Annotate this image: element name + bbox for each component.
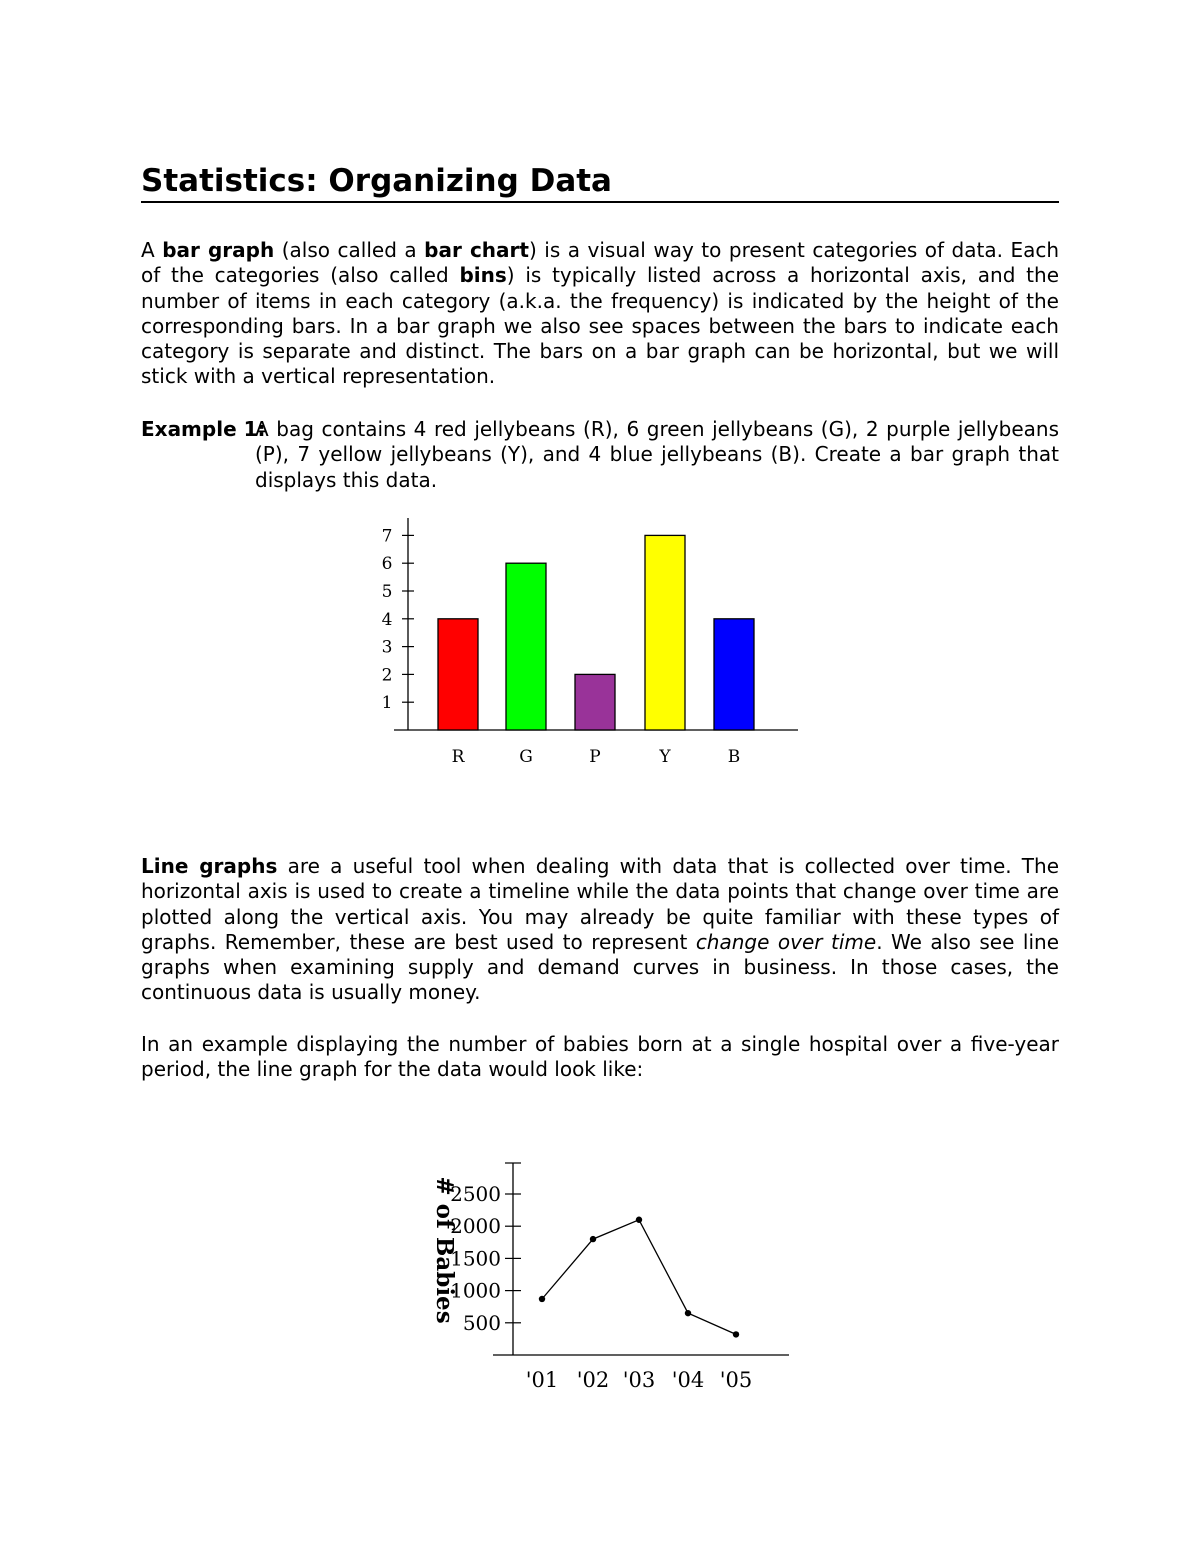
example-label: Example 1:	[141, 417, 266, 441]
line-intro-text: are a useful tool when dealing with data that is collected over time. The horizontal axis is used to create a timeline while the data points that change over time are plotted along the vertical axis. You may already be quite familiar with these types of graphs. Remember, these are best used to represent	[141, 854, 1060, 954]
intro-text: ) is typically listed across a horizontal axis, and the number of items in each category (a.k.a. the frequency) is indicated by the height of the corresponding bars. In a bar graph we also see spaces between the bars to indicate each category is separate and distinct. The bars on a bar graph can be horizontal, but we will stick with a vertical representation.	[141, 263, 1060, 389]
bar-y-tick-label: 6	[381, 554, 393, 575]
line-x-label: '05	[719, 1368, 753, 1392]
line-y-tick-label: 2500	[450, 1182, 501, 1206]
bar-y	[645, 535, 685, 730]
term-change-over-time: change over time	[695, 929, 877, 954]
line-intro-text: . We also see line graphs when examining supply and demand curves in business. In those cases, the continuous data is usually money.	[141, 929, 1059, 1005]
term-bar-chart: bar chart	[424, 238, 529, 262]
line-x-label: '02	[576, 1368, 610, 1392]
bar-chart	[360, 510, 810, 775]
term-line-graphs: Line graphs	[141, 854, 278, 878]
example-text: A bag contains 4 red jellybeans (R), 6 green jellybeans (G), 2 purple jellybeans (P), 7 yellow jellybeans (Y), and 4 blue jellybeans (B). Create a bar graph that displays this data.	[255, 417, 1059, 492]
term-bar-graph: bar graph	[162, 238, 275, 262]
bar-y-tick-label: 5	[381, 582, 393, 602]
line-point-2	[590, 1236, 596, 1242]
line-x-label: '01	[525, 1368, 559, 1392]
bar-x-label: P	[589, 747, 601, 767]
bar-y-tick-label: 1	[381, 693, 393, 714]
intro-text: ) is a visual way to present categories of data. Each of the categories (also called	[141, 238, 1060, 288]
line-graph-intro	[141, 854, 1059, 1006]
bar-r	[438, 619, 478, 730]
page-title: Statistics: Organizing Data	[141, 163, 612, 199]
bar-x-label: Y	[659, 747, 671, 767]
line-y-axis-label: # of Babies	[431, 1176, 458, 1324]
line-chart	[405, 1155, 805, 1400]
line-point-1	[539, 1296, 545, 1302]
bar-p	[575, 674, 615, 730]
bar-b	[714, 619, 754, 730]
line-series	[542, 1220, 736, 1335]
title-rule	[141, 201, 1059, 203]
bar-y-tick-label: 3	[381, 637, 393, 658]
bar-y-tick-label: 4	[381, 609, 393, 630]
line-point-5	[733, 1331, 739, 1337]
bar-x-label: R	[451, 747, 465, 767]
bar-x-label: G	[519, 747, 533, 767]
term-bins: bins	[459, 263, 507, 288]
line-point-4	[685, 1310, 691, 1316]
bar-g	[506, 563, 546, 730]
line-y-tick-label: 1000	[450, 1278, 501, 1303]
bar-y-tick-label: 2	[381, 665, 393, 686]
intro-text: (also called a	[274, 238, 425, 262]
line-y-tick-label: 1500	[450, 1246, 501, 1271]
line-x-label: '03	[622, 1368, 656, 1392]
line-y-tick-label: 2000	[450, 1214, 501, 1239]
bar-x-label: B	[727, 747, 741, 767]
bar-graph-intro	[141, 238, 1059, 390]
intro-text: A	[141, 238, 163, 262]
line-x-label: '04	[671, 1368, 705, 1392]
line-example-text: In an example displaying the number of babies born at a single hospital over a five-year period, the line graph for the data would look like:	[141, 1032, 1059, 1082]
bar-y-tick-label: 7	[381, 526, 393, 547]
line-y-tick-label: 500	[462, 1310, 501, 1335]
line-point-3	[636, 1217, 642, 1223]
